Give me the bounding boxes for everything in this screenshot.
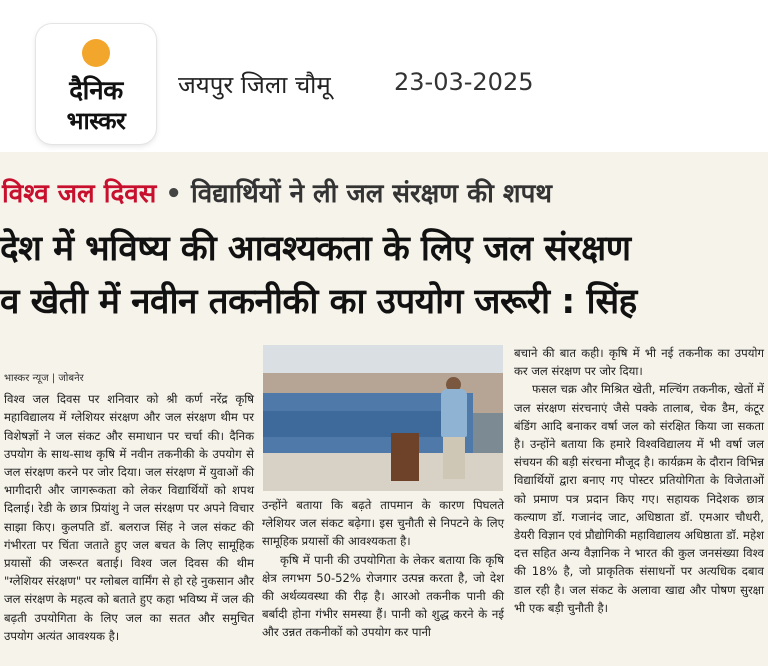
sun-icon xyxy=(82,39,110,67)
article-paragraph: फसल चक्र और मिश्रित खेती, मल्चिंग तकनीक, खेतों में जल संरक्षण संरचनाएं जैसे पक्के तालाब, चेक डैम, कंटूर बंडिंग आदि बनाकर वर्षा जल को संरक्षित किया जा सकता है। उन्होंने बताया कि हमारे विश्वविद्यालय में भी वर्षा जल संचयन की बड़ी संरचना मौजूद है। कार्यक्रम के दौरान विभिन्न विद्यार्थियों द्वारा बनाए गए पोस्टर प्रतियोगिता के विजेताओं को प्रमाण पत्र प्रदान किए गए। सहायक निदेशक छात्र कल्याण डॉ. गजानंद जाट, अधिष्ठाता डॉ. एमआर चौधरी, डेयरी विज्ञान एवं प्रौद्योगिकी महाविद्यालय अधिष्ठाता डॉ. महेश दत्त सहित अन्य वैज्ञानिक ने भारत की कुल जनसंख्या विश्व की 18% है, जो प्राकृतिक संसाधनों पर अत्यधिक दबाव डाल रही है। जल संकट के अलावा खाद्य और पोषण सुरक्षा भी एक बड़ी चुनौती है। xyxy=(514,382,764,615)
photo-speaker xyxy=(441,389,467,437)
headline-line-1: देश में भविष्य की आवश्यकता के लिए जल संरक्षण xyxy=(0,229,631,269)
page-header xyxy=(0,0,768,150)
byline: भास्कर न्यूज | जोबनेर xyxy=(4,373,84,384)
article-column-right xyxy=(514,344,764,617)
article-paragraph: विश्व जल दिवस पर शनिवार को श्री कर्ण नरेंद्र कृषि महाविद्यालय में ग्लेशियर संरक्षण और जल संरक्षण थीम पर विशेषज्ञों ने जल संकट और समाधान पर चर्चा की। दैनिक उपयोग के साथ-साथ कृषि में नवीन तकनीकी के उपयोग से जल संरक्षण करने पर जोर दिया। जल संरक्षण में युवाओं की भागीदारी और जागरूकता को लेकर विद्यार्थियों को शपथ दिलाई। रेडी के छात्र प्रियांशु ने जल संरक्षण पर अपने विचार साझा किए। कुलपति डॉ. बलराज सिंह ने जल संकट की गंभीरता पर चिंता जताते हुए जल बचत के लिए सामूहिक प्रयासों की जरूरत बताई। विश्व जल दिवस की थीम "ग्लेशियर संरक्षण" पर ग्लोबल वार्मिंग से हो रहे नुकसान और जल संरक्षण के महत्व को बताते हुए कहा भविष्य में जल की बढ़ती उपयोगिता के लिए जल का सतत और समुचित उपयोग अत्यंत आवश्यक है। xyxy=(4,392,254,643)
article-paragraph: बचाने की बात कही। कृषि में भी नई तकनीक का उपयोग कर जल संरक्षण पर जोर दिया। xyxy=(514,346,764,379)
article-paragraph: उन्होंने बताया कि बढ़ते तापमान के कारण पिघलते ग्लेशियर जल संकट बढ़ेगा। इस चुनौती से निपटने के लिए सामूहिक प्रयासों की आवश्यकता है। xyxy=(262,498,504,549)
logo-text-line1: दैनिक xyxy=(69,76,123,106)
headline-line-2: व खेती में नवीन तकनीकी का उपयोग जरूरी : सिंह xyxy=(0,282,637,322)
article-column-left xyxy=(4,370,254,645)
article-paragraph: कृषि में पानी की उपयोगिता के लेकर बताया कि कृषि क्षेत्र लगभग 50-52% रोजगार उत्पन्न करता है, जो देश की अर्थव्यवस्था की रीढ़ है। आरओ तकनीक पानी की बर्बादी होना गंभीर समस्या हैं। पानी को शुद्ध करने के नई और उन्नत तकनीकों को उपयोग कर पानी xyxy=(262,552,504,640)
dainik-bhaskar-logo xyxy=(36,24,156,144)
article-column-middle xyxy=(262,496,504,642)
kicker-topic: विश्व जल दिवस xyxy=(2,179,157,209)
photo-podium xyxy=(391,433,419,481)
edition-place: जयपुर जिला चौमू xyxy=(178,71,331,99)
event-photo xyxy=(263,345,503,491)
news-clipping xyxy=(0,152,768,666)
kicker-subtitle: विद्यार्थियों ने ली जल संरक्षण की शपथ xyxy=(191,179,552,209)
edition-date: 23-03-2025 xyxy=(394,68,534,96)
logo-text-line2: भास्कर xyxy=(66,107,126,135)
kicker xyxy=(2,174,552,210)
kicker-bullet: • xyxy=(165,179,182,209)
